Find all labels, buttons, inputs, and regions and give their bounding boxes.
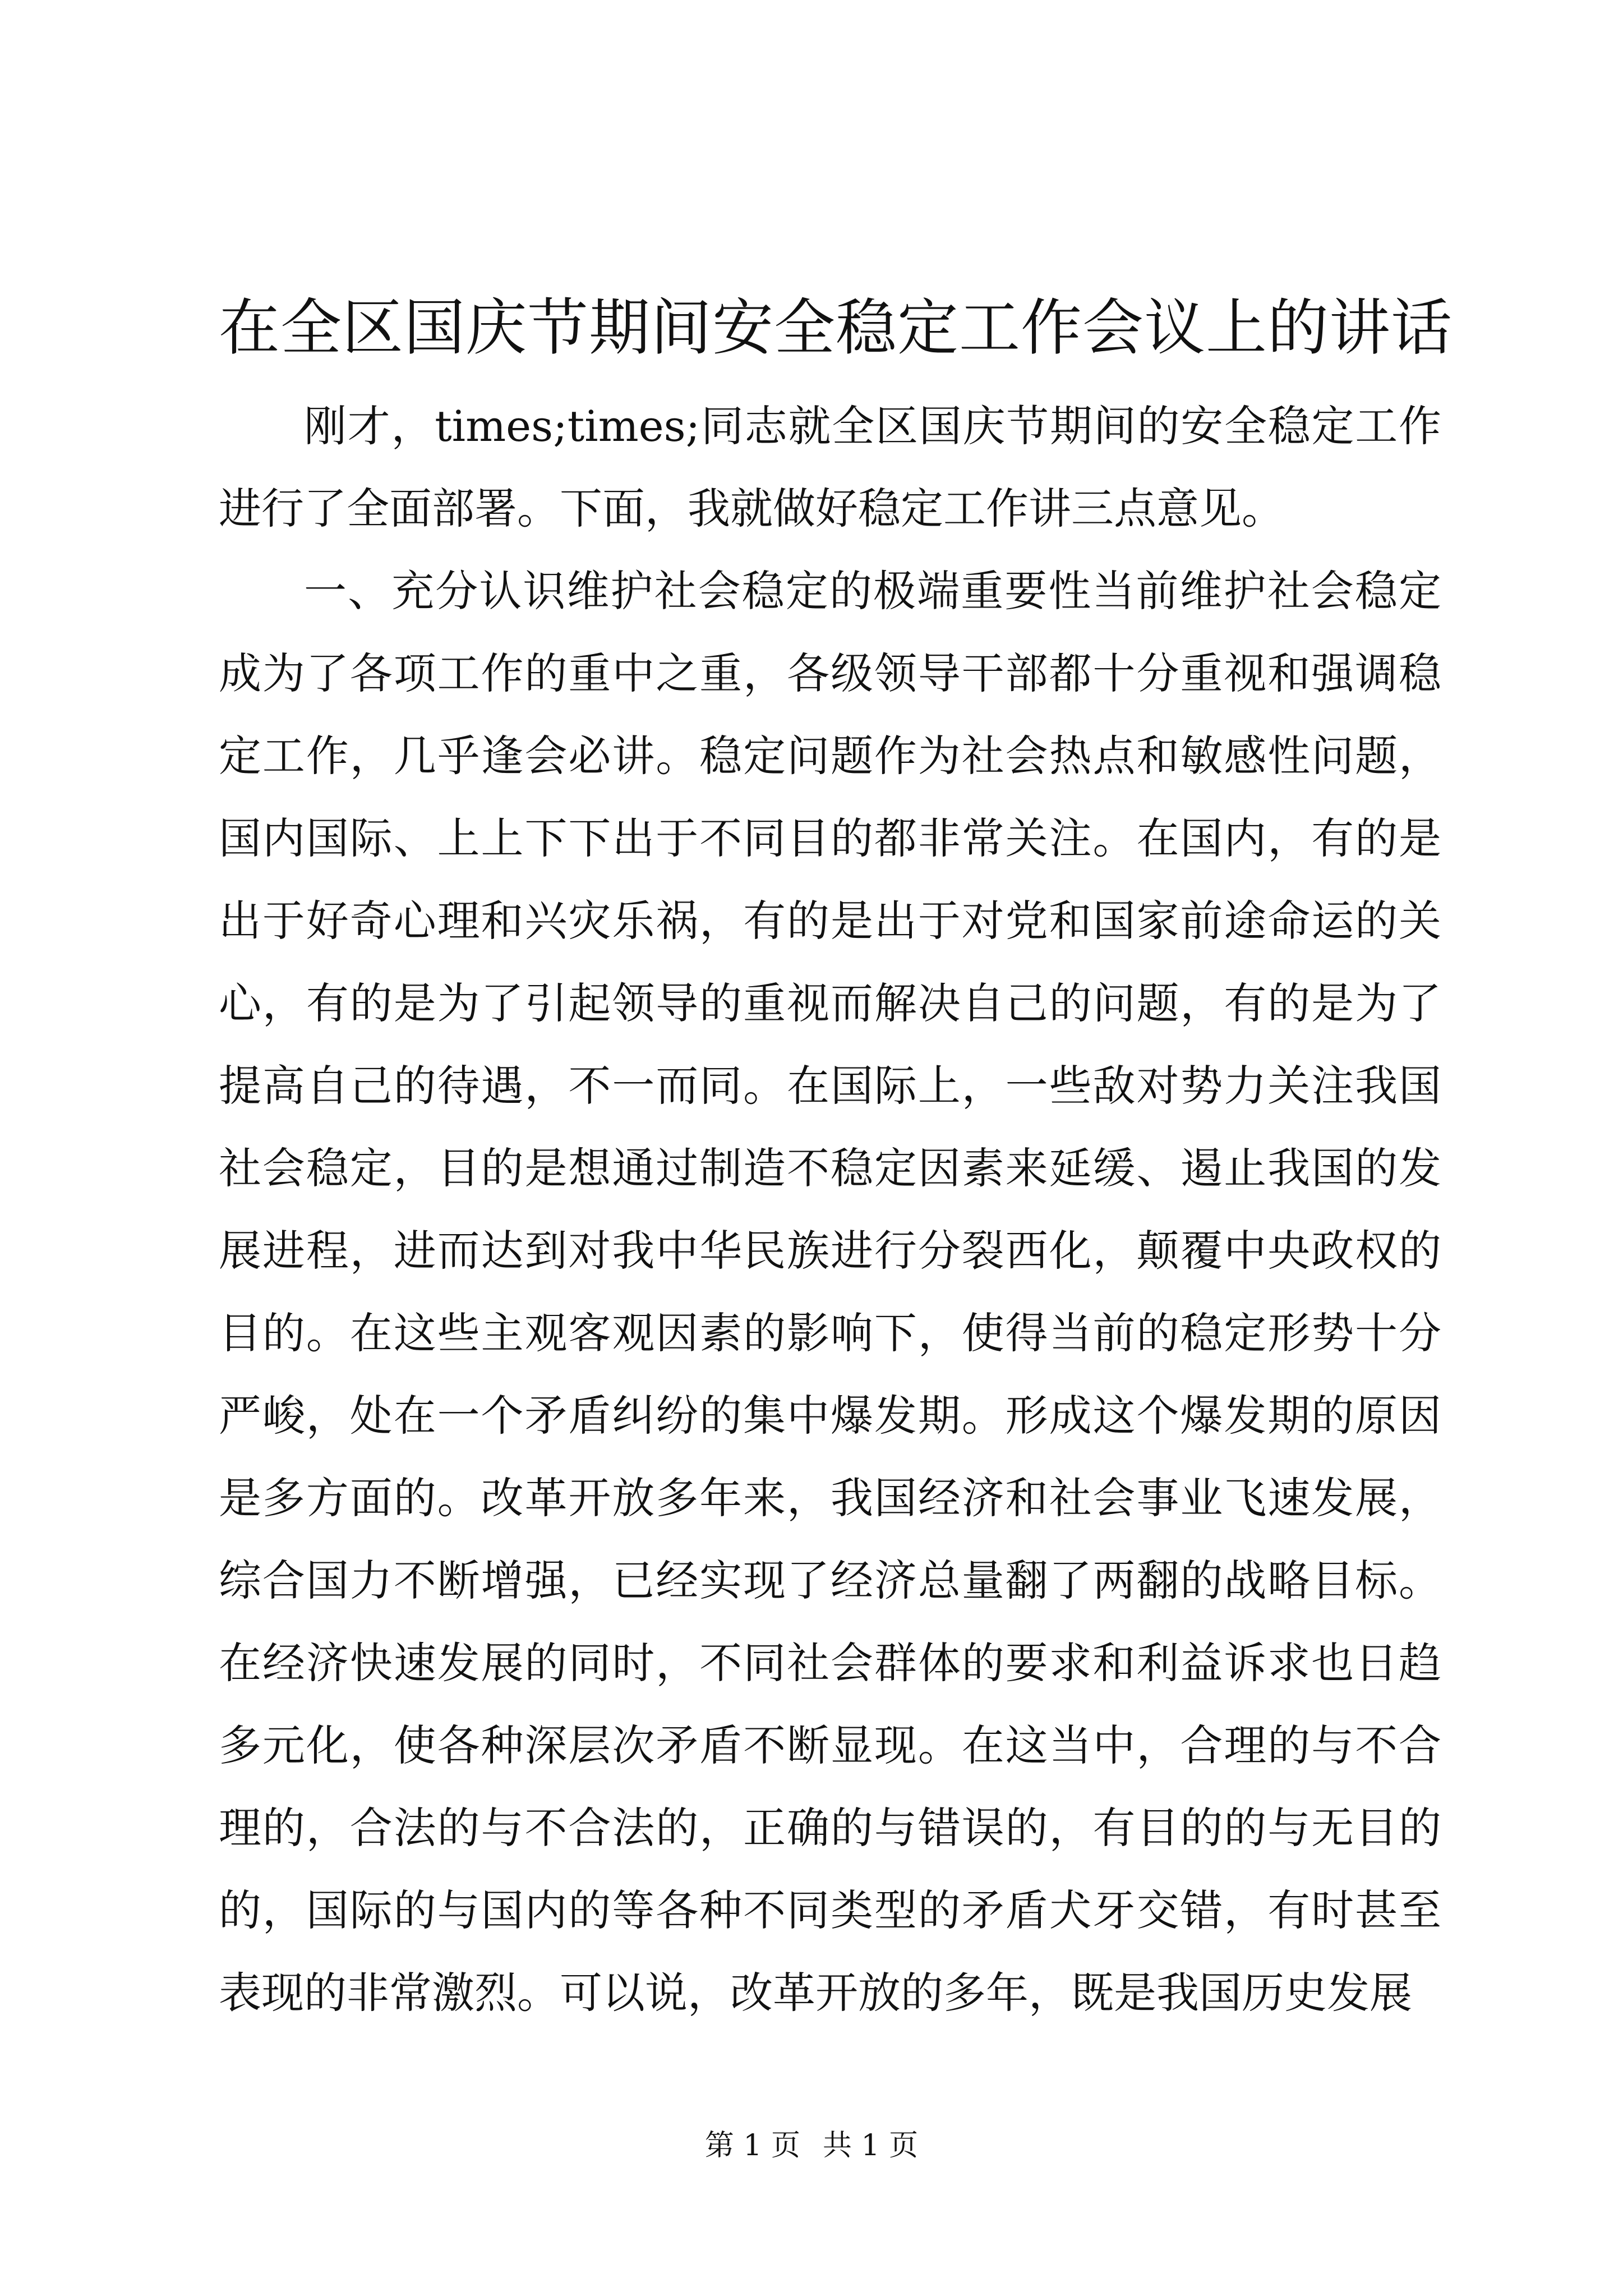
paragraph-intro: 刚才，times;times;同志就全区国庆节期间的安全稳定工作进行了全面部署。下面，我就做好稳定工作讲三点意见。 — [219, 401, 1441, 533]
document-title: 在全区国庆节期间安全稳定工作会议上的讲话 — [219, 292, 1453, 364]
page-footer — [0, 2126, 1623, 2165]
page-number: 第 1 页 — [704, 2129, 800, 2162]
page-total: 共 1 页 — [823, 2129, 919, 2162]
document-body — [219, 385, 1441, 2034]
paragraph-section-one: 一、充分认识维护社会稳定的极端重要性当前维护社会稳定成为了各项工作的重中之重，各级领导干部都十分重视和强调稳定工作，几乎逢会必讲。稳定问题作为社会热点和敏感性问题，国内国际、上上下下出于不同目的都非常关注。在国内，有的是出于好奇心理和兴灾乐祸，有的是出于对党和国家前途命运的关心，有的是为了引起领导的重视而解决自己的问题，有的是为了提高自己的待遇，不一而同。在国际上，一些敌对势力关注我国社会稳定，目的是想通过制造不稳定因素来延缓、遏止我国的发展进程，进而达到对我中华民族进行分裂西化，颠覆中央政权的目的。在这些主观客观因素的影响下，使得当前的稳定形势十分严峻，处在一个矛盾纠纷的集中爆发期。形成这个爆发期的原因是多方面的。改革开放多年来，我国经济和社会事业飞速发展，综合国力不断增强，已经实现了经济总量翻了两翻的战略目标。在经济快速发展的同时，不同社会群体的要求和利益诉求也日趋多元化，使各种深层次矛盾不断显现。在这当中，合理的与不合理的，合法的与不合法的，正确的与错误的，有目的的与无目的的，国际的与国内的等各种不同类型的矛盾犬牙交错，有时甚至表现的非常激烈。可以说，改革开放的多年，既是我国历史发展 — [219, 566, 1441, 2018]
